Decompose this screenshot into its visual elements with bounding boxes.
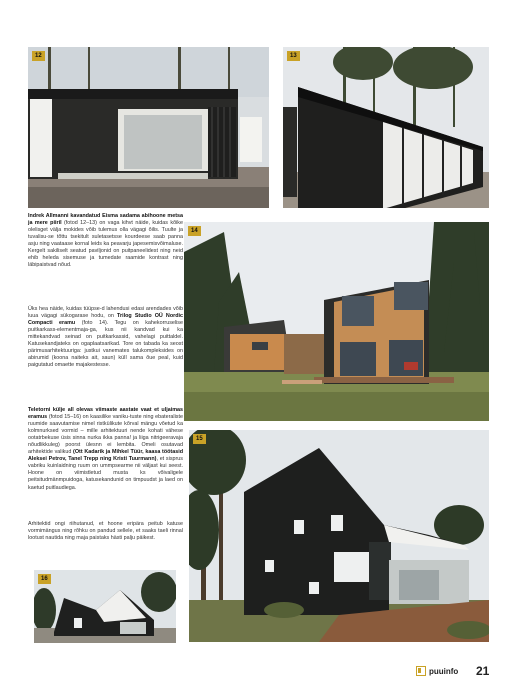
paragraph-nordic-compact-post: (foto 14). Tegu on kahekorruselise puitkarkass-elementmaja-ga, kus nii kandvad kui ka mittekandvad seinad on puitkarkassid, vahelagi puittaldel. Katusekandjateks on ogaplaatsarikad. Tore on tabada ka seost pärimusarhitektuuriga: justkui vanemates talukompleksides on abirumid (koona naiteks ait, saun) külI sama õue peal, kuid paigutatud omaette majakestesse.: [28, 320, 183, 369]
paragraph-nordic-compact-name: Trilog Studio OÜ Nordic Compacti eramu: [28, 313, 184, 327]
paragraph-eisma: [28, 213, 183, 269]
photo-number-13: 13: [287, 51, 300, 61]
paragraph-teletorn-mid: (fotod 15–16) on kaasilike vaniku-tuste ning ebateraliste ruumide saavutamise nimel ristkülikute kõrval mängu võetud ka kolmnurksed vormid – mille arhitektuuri nende kohati vähese ootatrbekuse üsis sinna nurka ikka panna! ja liiga nitrigeeravaja nõudlikkuleg) poorst ülesnn ei lembita. Omeli osutavad arhitektide valikud: [28, 414, 183, 456]
photo-14-image: [184, 222, 489, 421]
photo-number-12: 12: [32, 51, 45, 61]
paragraph-teletorn: [28, 407, 183, 492]
photo-number-16: 16: [38, 574, 51, 584]
paragraph-teletorn-lead: Teletorni külje all olevas viimaste aastate vaat et uljaimas eramus: [28, 407, 183, 421]
paragraph-nordic-compact: [28, 306, 183, 369]
photo-number-15: 15: [193, 434, 206, 444]
paragraph-eisma-lead: Indrek Allmanni kavandatud Eisma sadama abihoone metsa ja mere piiril: [28, 213, 183, 227]
paragraph-eisma-body: (fotod 12–13) on vaga kihvt näide, kuidas kõike olelisget välja mokides võib tulemus olla vägagi õilis. Tuulte ja tuvalisu-se tõttu tsekitult suletasetsse kourdeese saab panna asju ning vaataase kornal leids ka peavarju japesemisvõimaluse. Kergelt sakiliselt seatud paviljonid on puitpaneelidest ning neid ehib heleda sisemuse ja tumedate raamide kontrast ning läbipaistvad nõud.: [28, 220, 183, 269]
page-number: 21: [476, 664, 490, 678]
paragraph-nordic-compact-pre: Üks hea näide, kuidas tüüpse-d lahendusi edasi arendades võib luua vägagi sükogarase hodu, on: [28, 306, 183, 320]
photo-12: [28, 47, 269, 208]
paragraph-roof-body: Arhitektid ongi riihutanud, et hoone eripära peitub katuse vormimängus ning rõhku on pandud sellele, et saaks taeli rinnal lootust nautida ning maja paistaks hästi palju päikest.: [28, 521, 183, 542]
paragraph-roof: [28, 521, 183, 542]
photo-15-image: [189, 430, 489, 642]
photo-15: [189, 430, 489, 642]
photo-14: [184, 222, 489, 421]
photo-number-14: 14: [188, 226, 201, 236]
footer-brand: [416, 666, 458, 676]
photo-16-image: [34, 570, 176, 643]
puuinfo-logo-icon: [416, 666, 426, 676]
brand-name: puuinfo: [429, 666, 459, 676]
photo-13: [283, 47, 489, 208]
paragraph-teletorn-architects: (Ott Kadarik ja Mihkel Tüür, kaasa töötasid Aleksei Petrov, Tanel Trepp ning Kristi Tuurmann): [28, 449, 183, 463]
photo-16: [34, 570, 176, 643]
paragraph-teletorn-post: , et sisprus vabriku kuinlaidning ruum on ummpsearme nii väljast kui seest. Hoone on viimistletud musta ks võivaligele peitsitudmänmpuidoga, katusekandunid on timpuudst ja laed on kaetud puitlaudiega.: [28, 456, 183, 491]
photo-13-image: [283, 47, 489, 208]
photo-12-image: [28, 47, 269, 208]
